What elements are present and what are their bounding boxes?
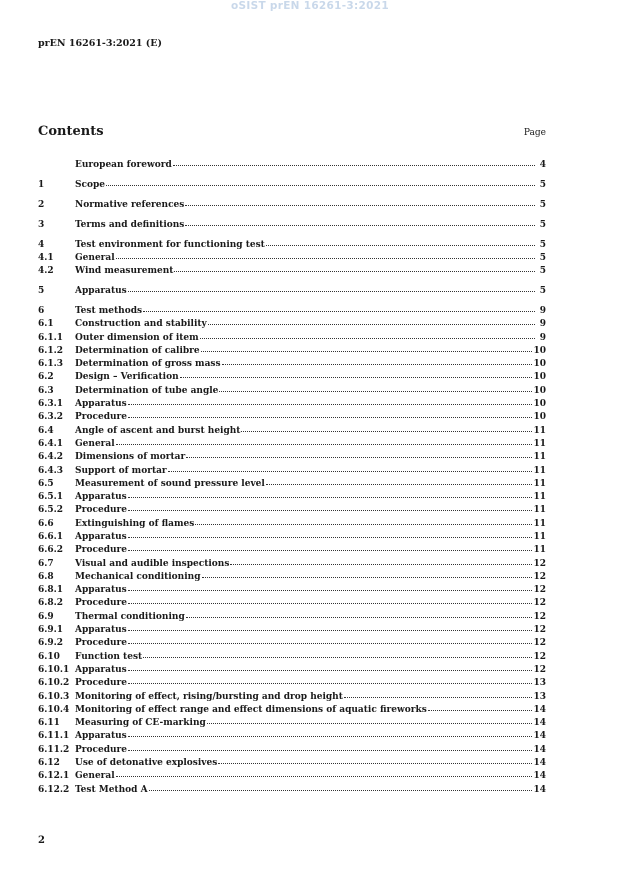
toc-entry[interactable] (38, 755, 546, 768)
toc-entry-page: 10 (533, 412, 546, 423)
toc-leader-dots (106, 176, 535, 186)
toc-entry-number: 6.10.3 (38, 691, 70, 702)
toc-entry-number: 6.6.1 (38, 531, 64, 542)
toc-entry-page: 14 (533, 744, 546, 755)
toc-entry-number: 6.1 (38, 319, 54, 330)
toc-entry-number: 6.8 (38, 571, 54, 582)
toc-entry-number: 6.3.1 (38, 399, 64, 410)
toc-leader-dots (128, 501, 532, 511)
toc-entry-title: Support of mortar (75, 465, 167, 476)
toc-leader-dots (180, 368, 533, 378)
toc-entry[interactable] (38, 343, 546, 356)
toc-leader-dots (116, 249, 535, 259)
toc-entry-page: 14 (533, 771, 546, 782)
toc-leader-dots (128, 541, 532, 551)
toc-leader-dots (186, 608, 533, 618)
toc-entry[interactable] (38, 356, 546, 369)
toc-entry-number: 4 (38, 239, 45, 250)
toc-entry-page: 5 (539, 286, 546, 297)
toc-entry-page: 5 (539, 179, 546, 190)
toc-entry[interactable] (38, 609, 546, 622)
toc-entry-title: Determination of calibre (75, 345, 200, 356)
toc-leader-dots (149, 781, 533, 791)
toc-entry-title: Outer dimension of item (75, 332, 199, 343)
toc-entry-title: Test environment for functioning test (75, 239, 265, 250)
toc-entry-number: 6.5.1 (38, 492, 64, 503)
toc-leader-dots (207, 714, 533, 724)
toc-entry-title: Procedure (75, 505, 128, 516)
toc-entry-page: 11 (533, 478, 546, 489)
toc-entry-page: 11 (533, 465, 546, 476)
toc-entry-title: Test methods (75, 305, 143, 316)
toc-entry[interactable] (38, 702, 546, 715)
toc-entry[interactable] (38, 662, 546, 675)
toc-entry-title: Apparatus (75, 286, 127, 297)
toc-entry-page: 12 (533, 571, 546, 582)
toc-leader-dots (222, 355, 533, 365)
toc-entry-number: 6.10.1 (38, 664, 70, 675)
toc-entry-title: Extinguishing of flames (75, 518, 195, 529)
toc-entry-title: General (75, 771, 115, 782)
toc-entry[interactable] (38, 595, 546, 608)
toc-entry-number: 6.12 (38, 758, 60, 769)
toc-leader-dots (128, 634, 532, 644)
toc-entry-title: Measuring of CE-marking (75, 718, 206, 729)
toc-leader-dots (185, 216, 535, 226)
toc-entry[interactable] (38, 742, 546, 755)
toc-entry-title: Determination of gross mass (75, 359, 221, 370)
toc-entry-number: 6.11.1 (38, 731, 70, 742)
toc-entry-title: Determination of tube angle (75, 385, 219, 396)
toc-entry-page: 10 (533, 359, 546, 370)
toc-entry-number: 4.1 (38, 252, 54, 263)
toc-entry-page: 5 (539, 199, 546, 210)
toc-entry-number: 6.10.2 (38, 678, 70, 689)
toc-entry-page: 14 (533, 731, 546, 742)
toc-entry-number: 1 (38, 179, 45, 190)
toc-entry-number: 6.4 (38, 425, 54, 436)
toc-entry-title: Construction and stability (75, 319, 207, 330)
toc-entry-page: 11 (533, 452, 546, 463)
toc-entry[interactable] (38, 768, 546, 781)
toc-entry[interactable] (38, 283, 546, 296)
toc-entry[interactable] (38, 197, 546, 210)
toc-entry[interactable] (38, 516, 546, 529)
toc-entry-number: 6.11.2 (38, 744, 70, 755)
toc-entry-page: 9 (539, 332, 546, 343)
toc-entry-page: 11 (533, 505, 546, 516)
toc-entry-title: Scope (75, 179, 106, 190)
toc-entry-page: 13 (533, 678, 546, 689)
toc-leader-dots (128, 408, 532, 418)
toc-leader-dots (128, 528, 533, 538)
toc-leader-dots (219, 382, 532, 392)
toc-entry-title: General (75, 438, 115, 449)
toc-entry-title: Procedure (75, 412, 128, 423)
toc-entry-title: Mechanical conditioning (75, 571, 201, 582)
toc-entry-number: 6.9.1 (38, 625, 64, 636)
toc-entry-title: Apparatus (75, 531, 127, 542)
toc-entry[interactable] (38, 715, 546, 728)
toc-entry-title: Function test (75, 651, 143, 662)
toc-entry-title: Apparatus (75, 585, 127, 596)
toc-entry-title: Angle of ascent and burst height (75, 425, 241, 436)
toc-entry[interactable] (38, 542, 546, 555)
toc-entry-number: 4.2 (38, 266, 54, 277)
toc-leader-dots (128, 674, 532, 684)
toc-entry-page: 11 (533, 545, 546, 556)
toc-entry-number: 3 (38, 219, 45, 230)
toc-entry[interactable] (38, 502, 546, 515)
toc-entry-title: Design – Verification (75, 372, 179, 383)
toc-entry-page: 9 (539, 305, 546, 316)
toc-entry[interactable] (38, 689, 546, 702)
toc-entry-page: 4 (539, 160, 546, 170)
toc-entry-page: 11 (533, 531, 546, 542)
toc-entry-title: Wind measurement (75, 266, 174, 277)
toc-leader-dots (128, 395, 533, 405)
toc-entry-page: 10 (533, 399, 546, 410)
toc-entry-number: 6.1.3 (38, 359, 64, 370)
toc-entry[interactable] (38, 476, 546, 489)
toc-entry-page: 5 (539, 239, 546, 250)
toc-leader-dots (143, 648, 532, 658)
toc-entry[interactable] (38, 728, 546, 741)
toc-entry-number: 6.6.2 (38, 545, 64, 556)
toc-entry[interactable] (38, 622, 546, 635)
toc-entry-page: 14 (533, 704, 546, 715)
toc-entry[interactable] (38, 463, 546, 476)
toc-leader-dots (241, 422, 532, 432)
toc-entry-title: Thermal conditioning (75, 611, 185, 622)
toc-entry[interactable] (38, 263, 546, 276)
toc-leader-dots (344, 688, 533, 698)
toc-leader-dots (230, 555, 532, 565)
toc-entry-number: 2 (38, 199, 45, 210)
toc-entry-number: 6.6 (38, 518, 54, 529)
toc-entry-number: 6 (38, 305, 45, 316)
toc-entry-number: 5 (38, 286, 45, 297)
toc-entry-number: 6.5.2 (38, 505, 64, 516)
toc-entry[interactable] (38, 330, 546, 343)
toc-entry-page: 11 (533, 425, 546, 436)
toc-entry-number: 6.1.1 (38, 332, 64, 343)
toc-leader-dots (128, 488, 533, 498)
toc-entry-title: Monitoring of effect range and effect dimensions of aquatic fireworks (75, 704, 427, 715)
toc-entry[interactable] (38, 782, 546, 795)
toc-leader-dots (201, 342, 533, 352)
toc-entry-title: Procedure (75, 744, 128, 755)
toc-entry[interactable] (38, 250, 546, 263)
page-column-label: Page (523, 128, 546, 138)
toc-entry-title: Monitoring of effect, rising/bursting and drop height (75, 691, 343, 702)
toc-entry-page: 10 (533, 345, 546, 356)
toc-entry-page: 11 (533, 518, 546, 529)
toc-entry[interactable] (38, 423, 546, 436)
toc-leader-dots (116, 767, 533, 777)
toc-entry-number: 6.12.1 (38, 771, 70, 782)
watermark: oSIST prEN 16261-3:2021 (231, 0, 389, 12)
toc-entry-page: 14 (533, 784, 546, 795)
toc-entry-title: General (75, 252, 115, 263)
toc-entry-page: 12 (533, 611, 546, 622)
toc-entry-number: 6.8.2 (38, 598, 64, 609)
toc-entry-page: 10 (533, 385, 546, 396)
toc-entry-title: Apparatus (75, 664, 127, 675)
toc-entry-page: 14 (533, 758, 546, 769)
toc-entry-number: 6.4.2 (38, 452, 64, 463)
toc-entry-page: 9 (539, 319, 546, 330)
toc-entry-number: 6.1.2 (38, 345, 64, 356)
toc-leader-dots (174, 262, 535, 272)
toc-entry-title: Apparatus (75, 625, 127, 636)
toc-entry-title: European foreword (75, 160, 172, 170)
toc-entry-number: 6.10 (38, 651, 60, 662)
toc-entry-number: 6.9.2 (38, 638, 64, 649)
toc-entry[interactable] (38, 369, 546, 382)
toc-entry-page: 12 (533, 585, 546, 596)
toc-entry-title: Procedure (75, 678, 128, 689)
toc-entry-page: 12 (533, 638, 546, 649)
toc-entry[interactable] (38, 649, 546, 662)
toc-entry-page: 12 (533, 664, 546, 675)
toc-entry[interactable] (38, 529, 546, 542)
toc-leader-dots (200, 329, 535, 339)
toc-leader-dots (218, 754, 532, 764)
toc-entry[interactable] (38, 582, 546, 595)
toc-entry[interactable] (38, 157, 546, 170)
page-number: 2 (38, 835, 45, 846)
toc-entry-page: 14 (533, 718, 546, 729)
toc-entry[interactable] (38, 177, 546, 190)
toc-entry[interactable] (38, 569, 546, 582)
toc-entry-title: Apparatus (75, 492, 127, 503)
toc-entry[interactable] (38, 303, 546, 316)
toc-leader-dots (128, 594, 532, 604)
toc-leader-dots (266, 236, 535, 246)
toc-entry-title: Visual and audible inspections (75, 558, 230, 569)
toc-entry-page: 12 (533, 651, 546, 662)
toc-entry[interactable] (38, 217, 546, 230)
toc-entry-number: 6.10.4 (38, 704, 70, 715)
toc-entry[interactable] (38, 316, 546, 329)
toc-leader-dots (185, 196, 535, 206)
toc-entry-title: Apparatus (75, 399, 127, 410)
toc-entry-page: 10 (533, 372, 546, 383)
toc-entry[interactable] (38, 436, 546, 449)
toc-entry[interactable] (38, 675, 546, 688)
toc-leader-dots (173, 156, 535, 166)
toc-leader-dots (128, 741, 532, 751)
toc-leader-dots (128, 661, 533, 671)
toc-entry-page: 11 (533, 438, 546, 449)
toc-entry-page: 5 (539, 219, 546, 230)
toc-entry-number: 6.11 (38, 718, 60, 729)
toc-leader-dots (128, 727, 533, 737)
toc-entry-number: 6.5 (38, 478, 54, 489)
toc-leader-dots (266, 475, 533, 485)
toc-entry-title: Terms and definitions (75, 219, 185, 230)
document-id: prEN 16261-3:2021 (E) (38, 38, 162, 49)
toc-leader-dots (428, 701, 533, 711)
toc-entry[interactable] (38, 489, 546, 502)
toc-entry-title: Use of detonative explosives (75, 758, 218, 769)
toc-entry-number: 6.7 (38, 558, 54, 569)
toc-entry[interactable] (38, 237, 546, 250)
toc-entry[interactable] (38, 409, 546, 422)
toc-entry-page: 12 (533, 625, 546, 636)
toc-entry-number: 6.2 (38, 372, 54, 383)
toc-entry-number: 6.4.3 (38, 465, 64, 476)
toc-entry-number: 6.4.1 (38, 438, 64, 449)
toc-leader-dots (128, 581, 533, 591)
toc-entry-title: Test Method A (75, 784, 148, 795)
toc-entry-number: 6.8.1 (38, 585, 64, 596)
toc-entry-number: 6.9 (38, 611, 54, 622)
toc-entry-number: 6.3.2 (38, 412, 64, 423)
toc-leader-dots (195, 515, 532, 525)
toc-entry-page: 12 (533, 598, 546, 609)
toc-leader-dots (168, 462, 533, 472)
toc-entry[interactable] (38, 635, 546, 648)
toc-entry[interactable] (38, 449, 546, 462)
contents-title: Contents (38, 124, 104, 139)
toc-entry-title: Procedure (75, 638, 128, 649)
toc-entry-title: Procedure (75, 545, 128, 556)
toc-entry-page: 5 (539, 266, 546, 277)
toc-leader-dots (143, 302, 535, 312)
toc-entry[interactable] (38, 556, 546, 569)
toc-leader-dots (186, 448, 532, 458)
toc-entry[interactable] (38, 383, 546, 396)
toc-leader-dots (202, 568, 533, 578)
toc-entry-page: 12 (533, 558, 546, 569)
toc-entry-page: 11 (533, 492, 546, 503)
toc-entry-title: Apparatus (75, 731, 127, 742)
toc-entry-title: Normative references (75, 199, 185, 210)
toc-leader-dots (128, 282, 535, 292)
toc-entry-number: 6.12.2 (38, 784, 70, 795)
toc-leader-dots (116, 435, 533, 445)
toc-leader-dots (208, 315, 535, 325)
toc-entry-page: 5 (539, 252, 546, 263)
toc-entry[interactable] (38, 396, 546, 409)
toc-entry-title: Procedure (75, 598, 128, 609)
toc-entry-number: 6.3 (38, 385, 54, 396)
toc-leader-dots (128, 621, 533, 631)
table-of-contents (38, 157, 546, 795)
toc-entry-title: Dimensions of mortar (75, 452, 186, 463)
toc-entry-title: Measurement of sound pressure level (75, 478, 265, 489)
toc-entry-page: 13 (533, 691, 546, 702)
